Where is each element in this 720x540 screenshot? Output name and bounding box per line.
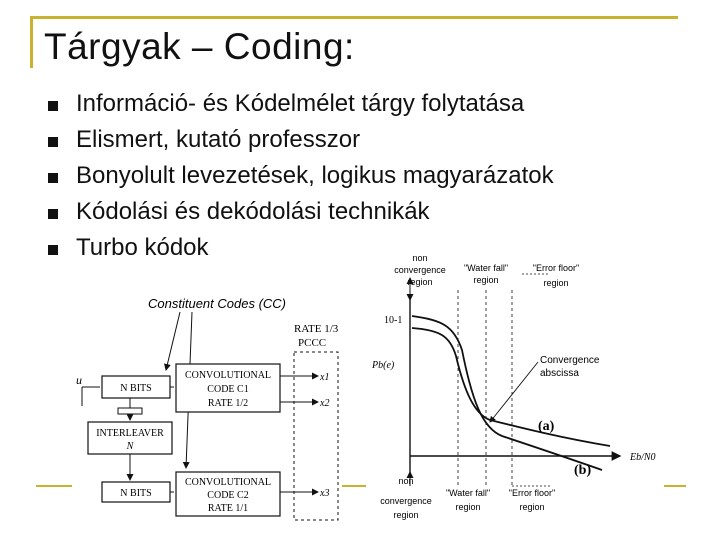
bullet-square-icon — [48, 209, 58, 219]
bullet-square-icon — [48, 101, 58, 111]
output-x1-label: x1 — [320, 372, 330, 383]
title-frame-top-rule — [30, 16, 678, 19]
bullet-square-icon — [48, 173, 58, 183]
top-errorfloor-label-1: "Error floor" — [532, 263, 580, 273]
convergence-label-2: abscissa — [540, 368, 579, 379]
n-bits-top-label: N BITS — [120, 383, 152, 394]
bullet-item — [48, 86, 554, 122]
top-nonconv-label-1: non — [412, 253, 428, 263]
output-x3-label: x3 — [320, 488, 330, 499]
bullet-text: Elismert, kutató professzor — [76, 126, 361, 153]
bottom-waterfall-label-2: region — [455, 502, 481, 512]
top-errorfloor-label-2: region — [543, 278, 569, 288]
turbo-encoder-diagram — [70, 292, 360, 524]
bullet-item — [48, 122, 554, 158]
top-nonconv-label-2: convergence — [394, 265, 446, 275]
y-tick-label: 10-1 — [384, 315, 403, 326]
slide-title: Tárgyak – Coding: — [44, 26, 355, 67]
bullet-list — [48, 86, 554, 266]
output-x2-label: x2 — [320, 398, 330, 409]
pccc-label: PCCC — [298, 337, 327, 349]
bottom-nonconv-label-3: region — [393, 510, 419, 520]
bottom-waterfall-label-1: "Water fall" — [445, 488, 491, 498]
y-axis-label: Pb(e) — [372, 360, 395, 371]
conv-code-1-line3: RATE 1/2 — [207, 398, 249, 409]
interleaver-line1: INTERLEAVER — [96, 428, 164, 439]
bullet-square-icon — [48, 245, 58, 255]
convergence-label-1: Convergence — [540, 355, 600, 366]
bullet-item — [48, 194, 554, 230]
top-nonconv-label-3: region — [407, 277, 433, 287]
title-frame-left-rule — [30, 16, 33, 68]
curve-b-label: (b) — [574, 463, 592, 478]
bullet-text: Kódolási és dekódolási technikák — [76, 198, 430, 225]
bullet-square-icon — [48, 137, 58, 147]
ber-curve-diagram — [362, 250, 694, 526]
conv-code-2-line1: CONVOLUTIONAL — [184, 477, 272, 488]
pccc-dashed-frame — [294, 352, 338, 520]
x-axis-label: Eb/N0 — [630, 452, 656, 463]
bottom-errorfloor-label-1: "Error floor" — [508, 488, 556, 498]
ber-curve-a — [412, 328, 610, 446]
input-u-label: u — [76, 373, 82, 387]
footer-rule-left — [36, 485, 72, 487]
bullet-text: Turbo kódok — [76, 234, 209, 261]
conv-code-2-line2: CODE C2 — [207, 490, 249, 501]
top-waterfall-label-1: "Water fall" — [463, 263, 509, 273]
bullet-text: Bonyolult levezetések, logikus magyarázatok — [76, 162, 554, 189]
rate-label: RATE 1/3 — [294, 323, 339, 335]
n-bits-bottom-label: N BITS — [120, 488, 152, 499]
curve-a-label: (a) — [538, 419, 555, 434]
conv-code-1-line1: CONVOLUTIONAL — [184, 370, 272, 381]
top-waterfall-label-2: region — [473, 275, 499, 285]
interleaver-line2: N — [126, 441, 134, 452]
conv-code-1-line2: CODE C1 — [207, 384, 249, 395]
bottom-errorfloor-label-2: region — [519, 502, 545, 512]
conv-code-2-line3: RATE 1/1 — [207, 503, 249, 514]
bullet-text: Információ- és Kódelmélet tárgy folytatása — [76, 90, 525, 117]
bullet-item — [48, 158, 554, 194]
bottom-nonconv-label-1: non — [398, 476, 414, 486]
bottom-nonconv-label-2: convergence — [380, 496, 432, 506]
constituent-codes-label: Constituent Codes (CC) — [148, 296, 286, 311]
ber-curve-b — [412, 316, 602, 470]
